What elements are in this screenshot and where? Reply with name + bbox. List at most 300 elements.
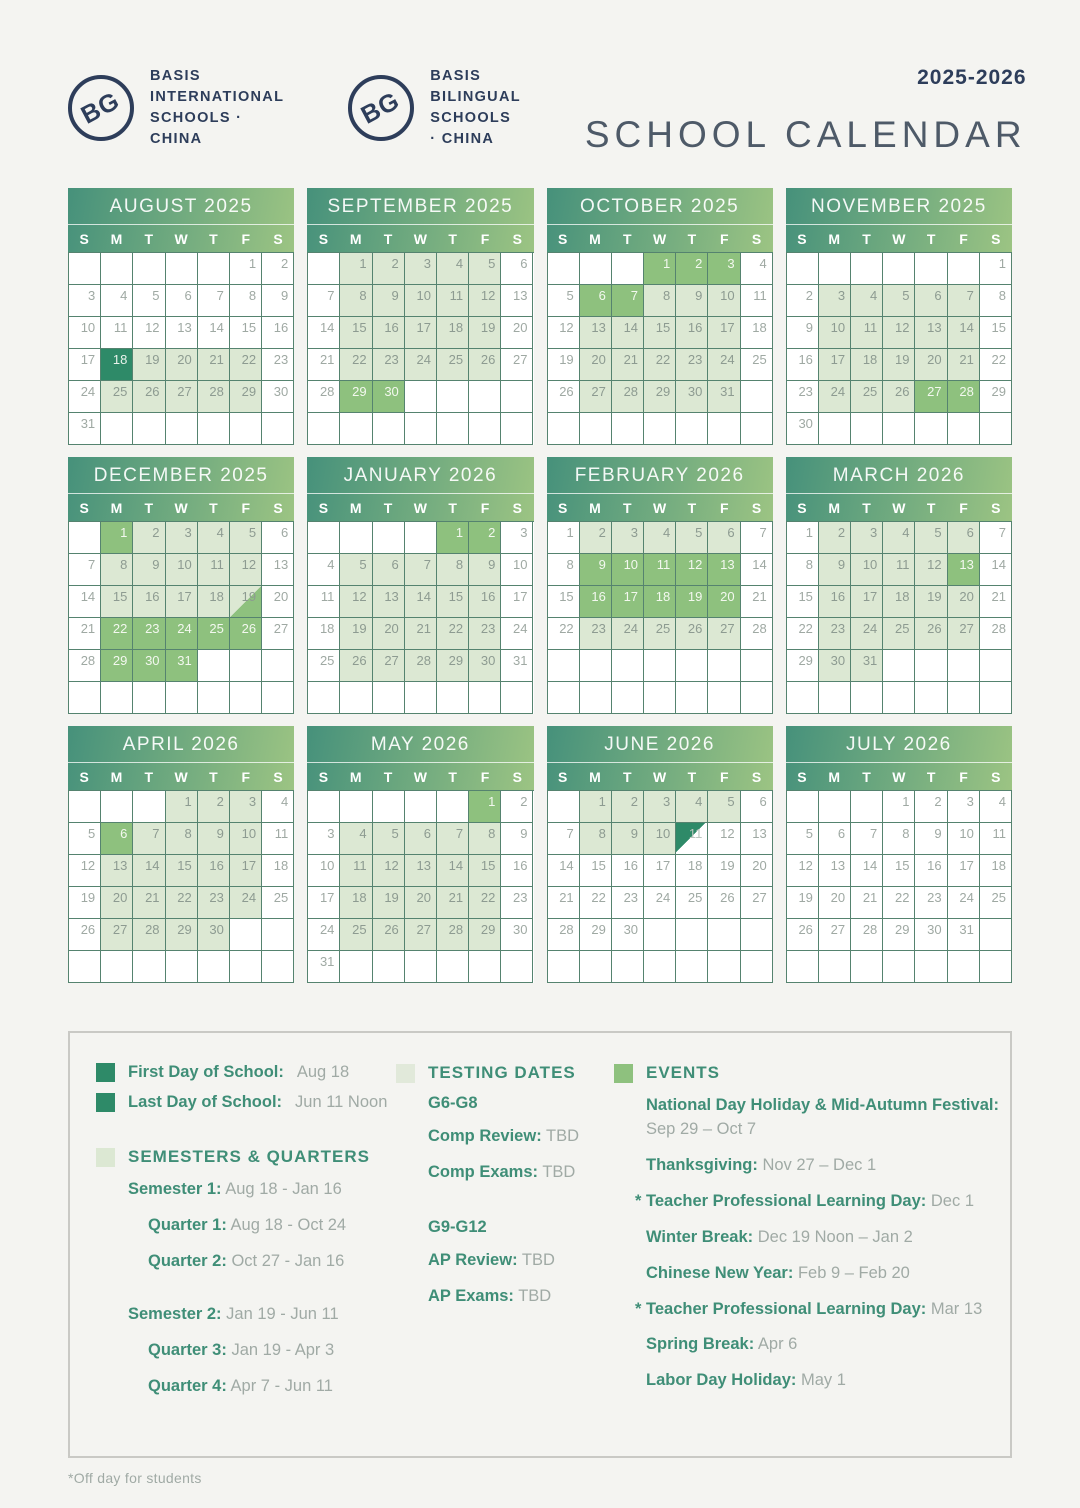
day-cell xyxy=(373,682,405,714)
day-cell: 10 xyxy=(644,823,676,855)
day-cell xyxy=(501,381,533,413)
day-cell: 16 xyxy=(133,586,165,618)
day-cell xyxy=(787,791,819,823)
day-cell: 29 xyxy=(101,650,133,682)
day-cell: 12 xyxy=(133,317,165,349)
day-cell: 18 xyxy=(262,855,294,887)
day-cell xyxy=(787,951,819,983)
day-cell: 24 xyxy=(948,887,980,919)
day-cell: 9 xyxy=(787,317,819,349)
school-year: 2025-2026 xyxy=(917,66,1027,89)
day-cell xyxy=(230,951,262,983)
day-cell: 15 xyxy=(230,317,262,349)
day-cell: 30 xyxy=(612,919,644,951)
month-header xyxy=(307,726,533,790)
day-cell: 2 xyxy=(501,791,533,823)
day-cell: 26 xyxy=(340,650,372,682)
day-cell: 15 xyxy=(437,586,469,618)
weekday-label: T xyxy=(383,768,393,785)
day-cell: 20 xyxy=(101,887,133,919)
month-grid xyxy=(547,521,773,714)
day-cell xyxy=(308,522,340,554)
day-cell xyxy=(548,650,580,682)
day-cell: 28 xyxy=(308,381,340,413)
weekday-label: S xyxy=(751,499,762,516)
logo-basis-international xyxy=(68,66,284,150)
weekday-label: W xyxy=(892,768,906,785)
weekday-label: S xyxy=(273,768,283,785)
day-cell: 22 xyxy=(980,349,1012,381)
day-cell xyxy=(262,951,294,983)
day-cell: 5 xyxy=(883,285,915,317)
day-cell: 13 xyxy=(741,823,773,855)
day-cell: 25 xyxy=(883,618,915,650)
legend-value: Aug 18 - Oct 24 xyxy=(230,1216,347,1235)
month-title: JANUARY 2026 xyxy=(307,457,533,494)
day-cell xyxy=(166,682,198,714)
day-cell: 10 xyxy=(612,554,644,586)
day-cell: 29 xyxy=(166,919,198,951)
day-cell: 9 xyxy=(133,554,165,586)
month-header xyxy=(786,726,1012,790)
day-cell: 9 xyxy=(819,554,851,586)
day-cell: 16 xyxy=(819,586,851,618)
day-cell: 4 xyxy=(883,522,915,554)
day-cell: 7 xyxy=(851,823,883,855)
day-cell xyxy=(708,919,740,951)
weekday-label: M xyxy=(589,230,601,247)
day-cell: 10 xyxy=(708,285,740,317)
day-cell: 23 xyxy=(676,349,708,381)
legend-value: Mar 13 xyxy=(930,1299,983,1318)
day-cell xyxy=(580,682,612,714)
day-cell: 27 xyxy=(819,919,851,951)
event-row xyxy=(646,1369,999,1393)
day-cell: 20 xyxy=(915,349,947,381)
weekday-label: W xyxy=(653,768,667,785)
day-cell xyxy=(469,381,501,413)
spacer xyxy=(96,1123,396,1147)
day-cell: 31 xyxy=(308,951,340,983)
day-cell: 10 xyxy=(819,317,851,349)
day-cell xyxy=(469,682,501,714)
weekday-label: T xyxy=(623,499,632,516)
day-cell xyxy=(851,951,883,983)
month-card xyxy=(786,188,1012,445)
legend-value: Nov 27 – Dec 1 xyxy=(762,1155,877,1174)
day-cell xyxy=(69,522,101,554)
day-cell: 19 xyxy=(708,855,740,887)
day-cell: 31 xyxy=(501,650,533,682)
day-cell xyxy=(948,951,980,983)
day-cell xyxy=(501,682,533,714)
day-cell xyxy=(676,951,708,983)
month-card xyxy=(307,726,533,983)
weekday-label: S xyxy=(751,230,762,247)
footnote: *Off day for students xyxy=(68,1469,202,1486)
months-grid xyxy=(68,188,1012,983)
month-grid xyxy=(307,790,533,983)
logo-line: BILINGUAL xyxy=(430,89,521,106)
month-grid xyxy=(786,252,1012,445)
day-cell: 26 xyxy=(469,349,501,381)
day-cell: 20 xyxy=(405,887,437,919)
day-cell xyxy=(883,253,915,285)
day-cell xyxy=(69,951,101,983)
day-cell: 7 xyxy=(612,285,644,317)
day-cell xyxy=(405,682,437,714)
day-cell: 21 xyxy=(851,887,883,919)
legend-label: Spring Break: xyxy=(646,1335,755,1354)
day-cell: 13 xyxy=(373,586,405,618)
day-cell: 18 xyxy=(741,317,773,349)
day-cell: 11 xyxy=(676,823,708,855)
weekday-row xyxy=(786,225,1012,252)
day-cell: 2 xyxy=(819,522,851,554)
day-cell: 17 xyxy=(851,586,883,618)
day-cell: 24 xyxy=(851,618,883,650)
day-cell: 1 xyxy=(166,791,198,823)
weekday-label: W xyxy=(892,230,906,247)
day-cell xyxy=(230,650,262,682)
day-cell: 18 xyxy=(676,855,708,887)
day-cell: 9 xyxy=(580,554,612,586)
day-cell: 29 xyxy=(787,650,819,682)
day-cell: 14 xyxy=(741,554,773,586)
day-cell: 26 xyxy=(133,381,165,413)
day-cell: 26 xyxy=(676,618,708,650)
grade-group-heading: G9-G12 xyxy=(428,1218,487,1237)
weekday-label: M xyxy=(589,499,601,516)
day-cell: 14 xyxy=(308,317,340,349)
day-cell: 21 xyxy=(980,586,1012,618)
day-cell xyxy=(101,951,133,983)
day-cell: 2 xyxy=(612,791,644,823)
logo-line: SCHOOLS · CHINA xyxy=(430,110,512,148)
month-title: APRIL 2026 xyxy=(68,726,294,763)
day-cell: 8 xyxy=(340,285,372,317)
weekday-label: W xyxy=(892,499,906,516)
day-cell: 6 xyxy=(948,522,980,554)
legend-item xyxy=(96,1063,396,1082)
day-cell: 30 xyxy=(501,919,533,951)
day-cell: 21 xyxy=(548,887,580,919)
legend-value: Oct 27 - Jan 16 xyxy=(231,1252,345,1271)
day-cell: 21 xyxy=(437,887,469,919)
day-cell xyxy=(405,413,437,445)
day-cell: 4 xyxy=(980,791,1012,823)
day-cell: 14 xyxy=(948,317,980,349)
day-cell: 13 xyxy=(819,855,851,887)
legend-value: TBD xyxy=(542,1163,576,1182)
day-cell: 10 xyxy=(230,823,262,855)
day-cell xyxy=(819,413,851,445)
weekday-row xyxy=(307,225,533,252)
day-cell xyxy=(262,919,294,951)
day-cell: 14 xyxy=(980,554,1012,586)
day-cell: 3 xyxy=(612,522,644,554)
weekday-label: S xyxy=(79,230,89,247)
month-card xyxy=(307,457,533,714)
day-cell: 11 xyxy=(741,285,773,317)
day-cell xyxy=(851,253,883,285)
day-cell: 6 xyxy=(373,554,405,586)
month-card xyxy=(547,188,773,445)
day-cell xyxy=(340,951,372,983)
day-cell: 15 xyxy=(101,586,133,618)
logo-text xyxy=(430,66,521,150)
month-card xyxy=(786,726,1012,983)
weekday-label: F xyxy=(959,230,968,247)
day-cell xyxy=(469,413,501,445)
day-cell: 20 xyxy=(819,887,851,919)
month-title: JULY 2026 xyxy=(786,726,1012,763)
day-cell xyxy=(612,413,644,445)
day-cell xyxy=(819,253,851,285)
day-cell: 17 xyxy=(230,855,262,887)
weekday-label: S xyxy=(79,768,89,785)
day-cell xyxy=(548,951,580,983)
day-cell: 5 xyxy=(676,522,708,554)
legend-label: AP Exams: xyxy=(428,1287,514,1306)
day-cell xyxy=(548,682,580,714)
day-cell: 17 xyxy=(501,586,533,618)
day-cell: 25 xyxy=(741,349,773,381)
month-title: MAY 2026 xyxy=(307,726,533,763)
legend-label: Quarter 4: xyxy=(148,1377,227,1396)
day-cell xyxy=(708,650,740,682)
day-cell: 30 xyxy=(373,381,405,413)
legend-value: Aug 18 xyxy=(296,1063,350,1081)
day-cell: 28 xyxy=(612,381,644,413)
day-cell: 24 xyxy=(230,887,262,919)
month-header xyxy=(307,188,533,252)
day-cell: 13 xyxy=(580,317,612,349)
day-cell: 23 xyxy=(373,349,405,381)
month-title: SEPTEMBER 2025 xyxy=(307,188,533,225)
day-cell: 28 xyxy=(851,919,883,951)
day-cell: 5 xyxy=(69,823,101,855)
day-cell: 11 xyxy=(262,823,294,855)
weekday-row xyxy=(547,494,773,521)
day-cell: 31 xyxy=(948,919,980,951)
day-cell: 9 xyxy=(676,285,708,317)
day-cell: 16 xyxy=(373,317,405,349)
day-cell: 20 xyxy=(166,349,198,381)
day-cell xyxy=(340,522,372,554)
day-cell: 1 xyxy=(469,791,501,823)
testing-row xyxy=(428,1285,614,1308)
weekday-label: S xyxy=(557,499,568,516)
day-cell xyxy=(676,682,708,714)
day-cell: 11 xyxy=(980,823,1012,855)
day-cell xyxy=(262,682,294,714)
day-cell: 7 xyxy=(741,522,773,554)
day-cell: 26 xyxy=(548,381,580,413)
day-cell xyxy=(230,413,262,445)
page-header xyxy=(68,0,1027,156)
day-cell xyxy=(708,682,740,714)
semester-row xyxy=(148,1375,396,1398)
day-cell: 17 xyxy=(612,586,644,618)
day-cell: 22 xyxy=(883,887,915,919)
weekday-label: M xyxy=(349,230,362,247)
day-cell: 9 xyxy=(915,823,947,855)
day-cell: 8 xyxy=(787,554,819,586)
day-cell xyxy=(787,682,819,714)
month-grid xyxy=(68,790,294,983)
day-cell xyxy=(198,253,230,285)
weekday-label: T xyxy=(687,230,697,247)
weekday-label: T xyxy=(926,768,936,785)
day-cell: 3 xyxy=(308,823,340,855)
day-cell: 17 xyxy=(308,887,340,919)
day-cell xyxy=(980,413,1012,445)
month-header xyxy=(786,457,1012,521)
day-cell: 28 xyxy=(198,381,230,413)
day-cell xyxy=(340,413,372,445)
day-cell: 2 xyxy=(133,522,165,554)
day-cell: 1 xyxy=(644,253,676,285)
weekday-label: F xyxy=(480,230,490,247)
day-cell xyxy=(980,951,1012,983)
logo-line: BASIS xyxy=(150,68,201,84)
day-cell: 22 xyxy=(644,349,676,381)
day-cell: 21 xyxy=(405,618,437,650)
weekday-label: F xyxy=(241,768,251,785)
day-cell: 7 xyxy=(980,522,1012,554)
day-cell: 17 xyxy=(948,855,980,887)
day-cell: 22 xyxy=(469,887,501,919)
day-cell: 21 xyxy=(133,887,165,919)
day-cell: 27 xyxy=(708,618,740,650)
day-cell: 10 xyxy=(851,554,883,586)
day-cell: 8 xyxy=(469,823,501,855)
day-cell: 11 xyxy=(883,554,915,586)
day-cell: 1 xyxy=(437,522,469,554)
day-cell xyxy=(548,413,580,445)
page-title: SCHOOL CALENDAR xyxy=(584,114,1027,155)
day-cell: 4 xyxy=(437,253,469,285)
day-cell: 14 xyxy=(437,855,469,887)
day-cell: 16 xyxy=(676,317,708,349)
day-cell xyxy=(133,791,165,823)
weekday-label: T xyxy=(383,230,393,247)
day-cell: 19 xyxy=(915,586,947,618)
legend-label: Last Day of School: xyxy=(128,1093,283,1111)
weekday-label: S xyxy=(991,230,1001,247)
day-cell: 9 xyxy=(469,554,501,586)
day-cell xyxy=(230,682,262,714)
weekday-label: M xyxy=(828,499,841,516)
weekday-row xyxy=(547,763,773,790)
day-cell: 30 xyxy=(676,381,708,413)
day-cell: 23 xyxy=(133,618,165,650)
day-cell xyxy=(437,381,469,413)
day-cell: 27 xyxy=(501,349,533,381)
day-cell: 8 xyxy=(580,823,612,855)
day-cell: 21 xyxy=(198,349,230,381)
off-day-asterisk: * xyxy=(635,1299,642,1318)
day-cell xyxy=(980,650,1012,682)
weekday-label: M xyxy=(349,499,362,516)
day-cell: 13 xyxy=(708,554,740,586)
day-cell: 29 xyxy=(883,919,915,951)
weekday-label: T xyxy=(383,499,393,516)
day-cell: 9 xyxy=(262,285,294,317)
weekday-label: T xyxy=(448,768,457,785)
weekday-label: S xyxy=(751,768,762,785)
day-cell: 5 xyxy=(133,285,165,317)
day-cell xyxy=(915,682,947,714)
semester-row xyxy=(148,1214,396,1237)
weekday-label: F xyxy=(959,768,968,785)
day-cell xyxy=(437,413,469,445)
day-cell: 12 xyxy=(676,554,708,586)
day-cell: 17 xyxy=(166,586,198,618)
day-cell xyxy=(405,951,437,983)
day-cell xyxy=(198,650,230,682)
weekday-label: T xyxy=(144,768,154,785)
day-cell: 8 xyxy=(101,554,133,586)
month-grid xyxy=(68,252,294,445)
off-day-asterisk: * xyxy=(635,1191,642,1210)
day-cell: 11 xyxy=(198,554,230,586)
day-cell: 31 xyxy=(708,381,740,413)
day-cell: 30 xyxy=(915,919,947,951)
legend-value: May 1 xyxy=(800,1371,846,1390)
day-cell: 10 xyxy=(166,554,198,586)
day-cell xyxy=(819,951,851,983)
day-cell: 29 xyxy=(230,381,262,413)
day-cell xyxy=(644,682,676,714)
weekday-label: F xyxy=(719,230,729,247)
day-cell: 10 xyxy=(69,317,101,349)
day-cell: 2 xyxy=(915,791,947,823)
day-cell xyxy=(915,650,947,682)
month-header xyxy=(68,457,294,521)
legend-value: TBD xyxy=(521,1251,555,1270)
month-title: OCTOBER 2025 xyxy=(547,188,773,225)
weekday-label: T xyxy=(209,230,218,247)
day-cell: 2 xyxy=(787,285,819,317)
day-cell xyxy=(580,413,612,445)
day-cell: 5 xyxy=(915,522,947,554)
day-cell xyxy=(580,253,612,285)
event-row xyxy=(635,1190,999,1214)
day-cell: 25 xyxy=(437,349,469,381)
day-cell xyxy=(644,650,676,682)
section-title: EVENTS xyxy=(646,1063,721,1082)
day-cell xyxy=(644,919,676,951)
day-cell: 11 xyxy=(437,285,469,317)
day-cell: 23 xyxy=(580,618,612,650)
bg-monogram-text: BG xyxy=(76,85,125,130)
day-cell: 27 xyxy=(915,381,947,413)
day-cell xyxy=(133,682,165,714)
day-cell: 2 xyxy=(469,522,501,554)
day-cell: 24 xyxy=(644,887,676,919)
month-grid xyxy=(786,790,1012,983)
day-cell: 7 xyxy=(948,285,980,317)
day-cell: 6 xyxy=(580,285,612,317)
day-cell: 14 xyxy=(198,317,230,349)
day-cell xyxy=(948,253,980,285)
day-cell: 24 xyxy=(308,919,340,951)
day-cell: 20 xyxy=(708,586,740,618)
day-cell: 15 xyxy=(469,855,501,887)
weekday-label: T xyxy=(687,768,697,785)
